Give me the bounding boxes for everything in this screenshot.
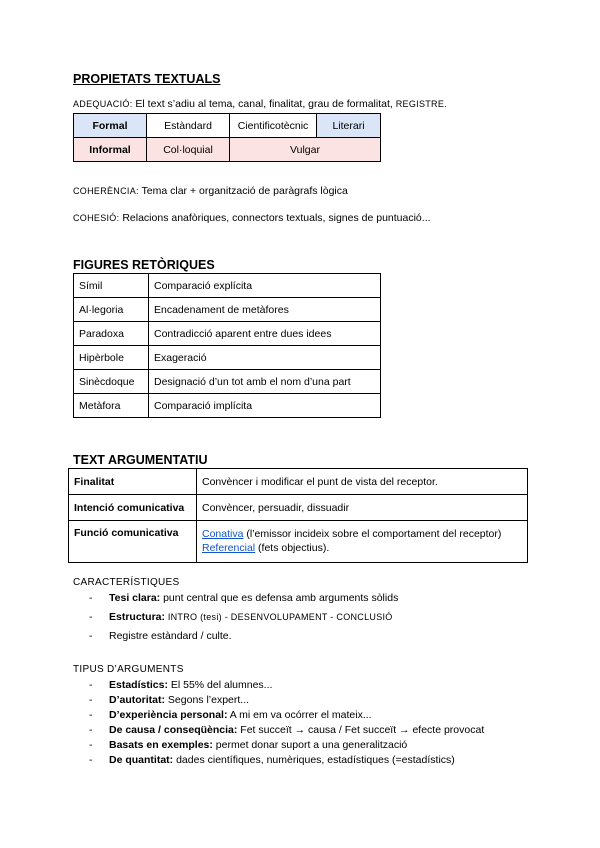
adequacio-tail: REGISTRE. — [395, 99, 447, 109]
table-cell: Metàfora — [74, 394, 149, 418]
coherencia-text: Tema clar + organització de paràgrafs lògica — [138, 185, 348, 197]
table-cell: Literari — [317, 114, 381, 138]
section-title-propietats: PROPIETATS TEXTUALS — [73, 72, 221, 86]
item-text: Registre estàndard / culte. — [109, 630, 232, 642]
table-cell: Símil — [74, 274, 149, 298]
list-item — [73, 693, 484, 708]
item-text: El 55% del alumnes... — [167, 679, 273, 691]
item-bold: De quantitat: — [109, 754, 174, 766]
table-cell: Vulgar — [230, 138, 381, 162]
figures-table — [73, 273, 381, 418]
table-row — [69, 469, 528, 495]
table-cell: Paradoxa — [74, 322, 149, 346]
referencial-link[interactable]: Referencial — [202, 542, 256, 554]
list-item — [73, 630, 398, 642]
list-item — [73, 738, 484, 753]
item-text: INTRO (tesi) - DESENVOLUPAMENT - CONCLUSIÓ — [165, 612, 393, 622]
cohesio-label: COHESIÓ: — [73, 213, 120, 223]
table-cell: Convèncer, persuadir, dissuadir — [197, 495, 528, 521]
conativa-link[interactable]: Conativa — [202, 528, 244, 540]
table-row — [74, 298, 381, 322]
table-cell: Cientificotècnic — [230, 114, 317, 138]
referencial-text: (fets objectius). — [255, 542, 330, 554]
funcio-value-cell — [197, 521, 528, 563]
item-text: dades científiques, numèriques, estadístiques (=estadístics) — [173, 754, 455, 766]
caracteristiques-list — [73, 592, 398, 642]
caracteristiques-title: CARACTERÍSTIQUES — [73, 577, 180, 588]
table-cell: Al·legoria — [74, 298, 149, 322]
argumentatiu-table — [68, 468, 528, 563]
table-row — [74, 346, 381, 370]
list-item — [73, 678, 484, 693]
table-cell: Estàndard — [147, 114, 230, 138]
item-bold: Tesi clara: — [109, 592, 161, 604]
table-row — [69, 495, 528, 521]
table-row — [74, 274, 381, 298]
table-cell: Formal — [74, 114, 147, 138]
list-item — [73, 592, 398, 604]
item-text: punt central que es defensa amb arguments sòlids — [160, 592, 399, 604]
item-bold: Estructura: — [109, 611, 166, 623]
cohesio-line — [73, 212, 431, 224]
table-cell: Exageració — [149, 346, 381, 370]
item-text: Segons l’expert... — [165, 694, 250, 706]
adequacio-label: ADEQUACIÓ: — [73, 99, 133, 109]
table-row — [74, 114, 381, 138]
adequacio-line — [73, 98, 447, 110]
table-cell: Comparació implícita — [149, 394, 381, 418]
table-cell: Hipèrbole — [74, 346, 149, 370]
item-text: permet donar suport a una generalització — [212, 739, 408, 751]
section-title-figures: FIGURES RETÒRIQUES — [73, 258, 215, 272]
table-cell: Intenció comunicativa — [69, 495, 197, 521]
table-row — [69, 521, 528, 563]
item-bold: D’autoritat: — [109, 694, 165, 706]
tipus-list — [73, 678, 484, 768]
item-bold: D’experiència personal: — [109, 709, 228, 721]
table-cell: Convèncer i modificar el punt de vista del receptor. — [197, 469, 528, 495]
item-text: A mi em va ocórrer el mateix... — [227, 709, 372, 721]
coherencia-label: COHERÈNCIA: — [73, 186, 139, 196]
cohesio-text: Relacions anafòriques, connectors textuals, signes de puntuació... — [119, 212, 431, 224]
table-cell: Funció comunicativa — [69, 521, 197, 563]
table-cell: Encadenament de metàfores — [149, 298, 381, 322]
item-bold: Basats en exemples: — [109, 739, 213, 751]
table-row — [74, 322, 381, 346]
tipus-title: TIPUS D’ARGUMENTS — [73, 664, 184, 675]
adequacio-table — [73, 113, 381, 162]
table-row — [74, 370, 381, 394]
list-item — [73, 708, 484, 723]
table-cell: Finalitat — [69, 469, 197, 495]
table-cell: Contradicció aparent entre dues idees — [149, 322, 381, 346]
list-item — [73, 753, 484, 768]
list-item — [73, 723, 484, 738]
table-row — [74, 394, 381, 418]
item-text: Fet succeït → causa / Fet succeït → efecte provocat — [237, 724, 485, 736]
adequacio-text: El text s’adiu al tema, canal, finalitat, grau de formalitat, — [132, 98, 396, 110]
item-bold: De causa / conseqüència: — [109, 724, 238, 736]
table-cell: Comparació explícita — [149, 274, 381, 298]
table-cell: Col·loquial — [147, 138, 230, 162]
table-cell: Designació d’un tot amb el nom d’una part — [149, 370, 381, 394]
table-row — [74, 138, 381, 162]
section-title-argumentatiu: TEXT ARGUMENTATIU — [73, 453, 208, 467]
table-cell: Sinècdoque — [74, 370, 149, 394]
item-bold: Estadístics: — [109, 679, 168, 691]
list-item — [73, 611, 398, 623]
conativa-text: (l’emissor incideix sobre el comportament del receptor) — [243, 528, 502, 540]
table-cell: Informal — [74, 138, 147, 162]
coherencia-line — [73, 185, 348, 197]
